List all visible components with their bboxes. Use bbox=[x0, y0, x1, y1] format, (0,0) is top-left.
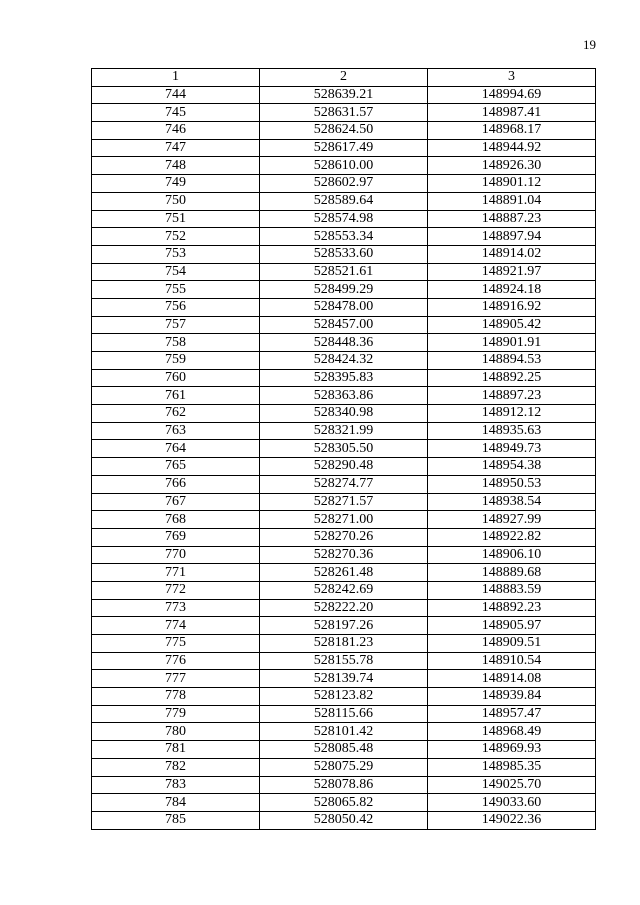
point-number-cell: 745 bbox=[92, 104, 260, 122]
y-coordinate-cell: 148939.84 bbox=[428, 688, 596, 706]
column-header-y: 3 bbox=[428, 69, 596, 87]
table-row bbox=[92, 794, 596, 812]
point-number-cell: 752 bbox=[92, 228, 260, 246]
point-number-cell: 777 bbox=[92, 670, 260, 688]
point-number-cell: 769 bbox=[92, 528, 260, 546]
y-coordinate-cell: 148889.68 bbox=[428, 564, 596, 582]
point-number-cell: 775 bbox=[92, 635, 260, 653]
table-row bbox=[92, 670, 596, 688]
x-coordinate-cell: 528448.36 bbox=[260, 334, 428, 352]
point-number-cell: 750 bbox=[92, 192, 260, 210]
x-coordinate-cell: 528123.82 bbox=[260, 688, 428, 706]
y-coordinate-cell: 148892.25 bbox=[428, 369, 596, 387]
x-coordinate-cell: 528155.78 bbox=[260, 652, 428, 670]
point-number-cell: 765 bbox=[92, 458, 260, 476]
x-coordinate-cell: 528101.42 bbox=[260, 723, 428, 741]
y-coordinate-cell: 148938.54 bbox=[428, 493, 596, 511]
table-row bbox=[92, 281, 596, 299]
x-coordinate-cell: 528270.26 bbox=[260, 528, 428, 546]
point-number-cell: 776 bbox=[92, 652, 260, 670]
x-coordinate-cell: 528050.42 bbox=[260, 811, 428, 829]
y-coordinate-cell: 148927.99 bbox=[428, 511, 596, 529]
y-coordinate-cell: 148909.51 bbox=[428, 635, 596, 653]
point-number-cell: 754 bbox=[92, 263, 260, 281]
table-body bbox=[92, 86, 596, 829]
table-row bbox=[92, 705, 596, 723]
y-coordinate-cell: 148994.69 bbox=[428, 86, 596, 104]
point-number-cell: 785 bbox=[92, 811, 260, 829]
y-coordinate-cell: 148906.10 bbox=[428, 546, 596, 564]
x-coordinate-cell: 528261.48 bbox=[260, 564, 428, 582]
table-row bbox=[92, 298, 596, 316]
point-number-cell: 784 bbox=[92, 794, 260, 812]
y-coordinate-cell: 148892.23 bbox=[428, 599, 596, 617]
x-coordinate-cell: 528639.21 bbox=[260, 86, 428, 104]
table-row bbox=[92, 493, 596, 511]
point-number-cell: 766 bbox=[92, 475, 260, 493]
table-row bbox=[92, 458, 596, 476]
table-row bbox=[92, 422, 596, 440]
x-coordinate-cell: 528115.66 bbox=[260, 705, 428, 723]
x-coordinate-cell: 528610.00 bbox=[260, 157, 428, 175]
y-coordinate-cell: 148985.35 bbox=[428, 758, 596, 776]
y-coordinate-cell: 148968.17 bbox=[428, 122, 596, 140]
table-row bbox=[92, 334, 596, 352]
y-coordinate-cell: 148987.41 bbox=[428, 104, 596, 122]
x-coordinate-cell: 528533.60 bbox=[260, 245, 428, 263]
point-number-cell: 770 bbox=[92, 546, 260, 564]
point-number-cell: 747 bbox=[92, 139, 260, 157]
x-coordinate-cell: 528078.86 bbox=[260, 776, 428, 794]
y-coordinate-cell: 148897.23 bbox=[428, 387, 596, 405]
x-coordinate-cell: 528222.20 bbox=[260, 599, 428, 617]
column-header-x: 2 bbox=[260, 69, 428, 87]
table-row bbox=[92, 758, 596, 776]
point-number-cell: 763 bbox=[92, 422, 260, 440]
y-coordinate-cell: 148916.92 bbox=[428, 298, 596, 316]
table-row bbox=[92, 157, 596, 175]
table-row bbox=[92, 316, 596, 334]
x-coordinate-cell: 528363.86 bbox=[260, 387, 428, 405]
point-number-cell: 783 bbox=[92, 776, 260, 794]
table-row bbox=[92, 617, 596, 635]
table-row bbox=[92, 688, 596, 706]
y-coordinate-cell: 148957.47 bbox=[428, 705, 596, 723]
table-row bbox=[92, 387, 596, 405]
y-coordinate-cell: 148922.82 bbox=[428, 528, 596, 546]
y-coordinate-cell: 148926.30 bbox=[428, 157, 596, 175]
y-coordinate-cell: 148921.97 bbox=[428, 263, 596, 281]
x-coordinate-cell: 528617.49 bbox=[260, 139, 428, 157]
y-coordinate-cell: 148894.53 bbox=[428, 352, 596, 370]
x-coordinate-cell: 528478.00 bbox=[260, 298, 428, 316]
point-number-cell: 756 bbox=[92, 298, 260, 316]
y-coordinate-cell: 148905.97 bbox=[428, 617, 596, 635]
point-number-cell: 748 bbox=[92, 157, 260, 175]
table-row bbox=[92, 139, 596, 157]
point-number-cell: 773 bbox=[92, 599, 260, 617]
point-number-cell: 751 bbox=[92, 210, 260, 228]
x-coordinate-cell: 528270.36 bbox=[260, 546, 428, 564]
y-coordinate-cell: 148891.04 bbox=[428, 192, 596, 210]
x-coordinate-cell: 528139.74 bbox=[260, 670, 428, 688]
table-row bbox=[92, 811, 596, 829]
table-row bbox=[92, 475, 596, 493]
table-row bbox=[92, 175, 596, 193]
point-number-cell: 762 bbox=[92, 405, 260, 423]
x-coordinate-cell: 528457.00 bbox=[260, 316, 428, 334]
x-coordinate-cell: 528181.23 bbox=[260, 635, 428, 653]
point-number-cell: 744 bbox=[92, 86, 260, 104]
y-coordinate-cell: 148969.93 bbox=[428, 741, 596, 759]
x-coordinate-cell: 528553.34 bbox=[260, 228, 428, 246]
y-coordinate-cell: 148901.91 bbox=[428, 334, 596, 352]
x-coordinate-cell: 528271.00 bbox=[260, 511, 428, 529]
y-coordinate-cell: 148914.08 bbox=[428, 670, 596, 688]
point-number-cell: 774 bbox=[92, 617, 260, 635]
x-coordinate-cell: 528624.50 bbox=[260, 122, 428, 140]
x-coordinate-cell: 528499.29 bbox=[260, 281, 428, 299]
y-coordinate-cell: 149022.36 bbox=[428, 811, 596, 829]
table-row bbox=[92, 210, 596, 228]
y-coordinate-cell: 149025.70 bbox=[428, 776, 596, 794]
table-row bbox=[92, 369, 596, 387]
x-coordinate-cell: 528197.26 bbox=[260, 617, 428, 635]
x-coordinate-cell: 528274.77 bbox=[260, 475, 428, 493]
table-row bbox=[92, 511, 596, 529]
y-coordinate-cell: 148950.53 bbox=[428, 475, 596, 493]
y-coordinate-cell: 149033.60 bbox=[428, 794, 596, 812]
table-row bbox=[92, 652, 596, 670]
point-number-cell: 764 bbox=[92, 440, 260, 458]
table-row bbox=[92, 635, 596, 653]
x-coordinate-cell: 528589.64 bbox=[260, 192, 428, 210]
x-coordinate-cell: 528395.83 bbox=[260, 369, 428, 387]
point-number-cell: 779 bbox=[92, 705, 260, 723]
table-row bbox=[92, 104, 596, 122]
point-number-cell: 780 bbox=[92, 723, 260, 741]
x-coordinate-cell: 528340.98 bbox=[260, 405, 428, 423]
x-coordinate-cell: 528305.50 bbox=[260, 440, 428, 458]
point-number-cell: 782 bbox=[92, 758, 260, 776]
y-coordinate-cell: 148924.18 bbox=[428, 281, 596, 299]
x-coordinate-cell: 528602.97 bbox=[260, 175, 428, 193]
coordinates-table bbox=[91, 68, 596, 830]
y-coordinate-cell: 148883.59 bbox=[428, 581, 596, 599]
point-number-cell: 757 bbox=[92, 316, 260, 334]
x-coordinate-cell: 528065.82 bbox=[260, 794, 428, 812]
x-coordinate-cell: 528242.69 bbox=[260, 581, 428, 599]
y-coordinate-cell: 148954.38 bbox=[428, 458, 596, 476]
point-number-cell: 761 bbox=[92, 387, 260, 405]
table-row bbox=[92, 564, 596, 582]
y-coordinate-cell: 148944.92 bbox=[428, 139, 596, 157]
table-row bbox=[92, 228, 596, 246]
y-coordinate-cell: 148901.12 bbox=[428, 175, 596, 193]
point-number-cell: 772 bbox=[92, 581, 260, 599]
x-coordinate-cell: 528290.48 bbox=[260, 458, 428, 476]
table-row bbox=[92, 599, 596, 617]
table-row bbox=[92, 192, 596, 210]
x-coordinate-cell: 528521.61 bbox=[260, 263, 428, 281]
page-number: 19 bbox=[583, 37, 596, 52]
y-coordinate-cell: 148910.54 bbox=[428, 652, 596, 670]
table-row bbox=[92, 86, 596, 104]
table-row bbox=[92, 245, 596, 263]
x-coordinate-cell: 528321.99 bbox=[260, 422, 428, 440]
table-header-row bbox=[92, 69, 596, 87]
point-number-cell: 767 bbox=[92, 493, 260, 511]
point-number-cell: 778 bbox=[92, 688, 260, 706]
point-number-cell: 755 bbox=[92, 281, 260, 299]
table-row bbox=[92, 440, 596, 458]
point-number-cell: 760 bbox=[92, 369, 260, 387]
y-coordinate-cell: 148905.42 bbox=[428, 316, 596, 334]
table-row bbox=[92, 263, 596, 281]
x-coordinate-cell: 528271.57 bbox=[260, 493, 428, 511]
table-row bbox=[92, 352, 596, 370]
x-coordinate-cell: 528574.98 bbox=[260, 210, 428, 228]
y-coordinate-cell: 148949.73 bbox=[428, 440, 596, 458]
table-row bbox=[92, 776, 596, 794]
table-row bbox=[92, 405, 596, 423]
point-number-cell: 749 bbox=[92, 175, 260, 193]
table-row bbox=[92, 741, 596, 759]
table-row bbox=[92, 528, 596, 546]
point-number-cell: 781 bbox=[92, 741, 260, 759]
table-row bbox=[92, 546, 596, 564]
point-number-cell: 771 bbox=[92, 564, 260, 582]
column-header-number: 1 bbox=[92, 69, 260, 87]
table-row bbox=[92, 122, 596, 140]
y-coordinate-cell: 148935.63 bbox=[428, 422, 596, 440]
point-number-cell: 759 bbox=[92, 352, 260, 370]
x-coordinate-cell: 528424.32 bbox=[260, 352, 428, 370]
y-coordinate-cell: 148897.94 bbox=[428, 228, 596, 246]
point-number-cell: 753 bbox=[92, 245, 260, 263]
y-coordinate-cell: 148968.49 bbox=[428, 723, 596, 741]
y-coordinate-cell: 148912.12 bbox=[428, 405, 596, 423]
x-coordinate-cell: 528631.57 bbox=[260, 104, 428, 122]
y-coordinate-cell: 148914.02 bbox=[428, 245, 596, 263]
point-number-cell: 758 bbox=[92, 334, 260, 352]
y-coordinate-cell: 148887.23 bbox=[428, 210, 596, 228]
table-row bbox=[92, 723, 596, 741]
point-number-cell: 746 bbox=[92, 122, 260, 140]
x-coordinate-cell: 528085.48 bbox=[260, 741, 428, 759]
table-row bbox=[92, 581, 596, 599]
point-number-cell: 768 bbox=[92, 511, 260, 529]
x-coordinate-cell: 528075.29 bbox=[260, 758, 428, 776]
